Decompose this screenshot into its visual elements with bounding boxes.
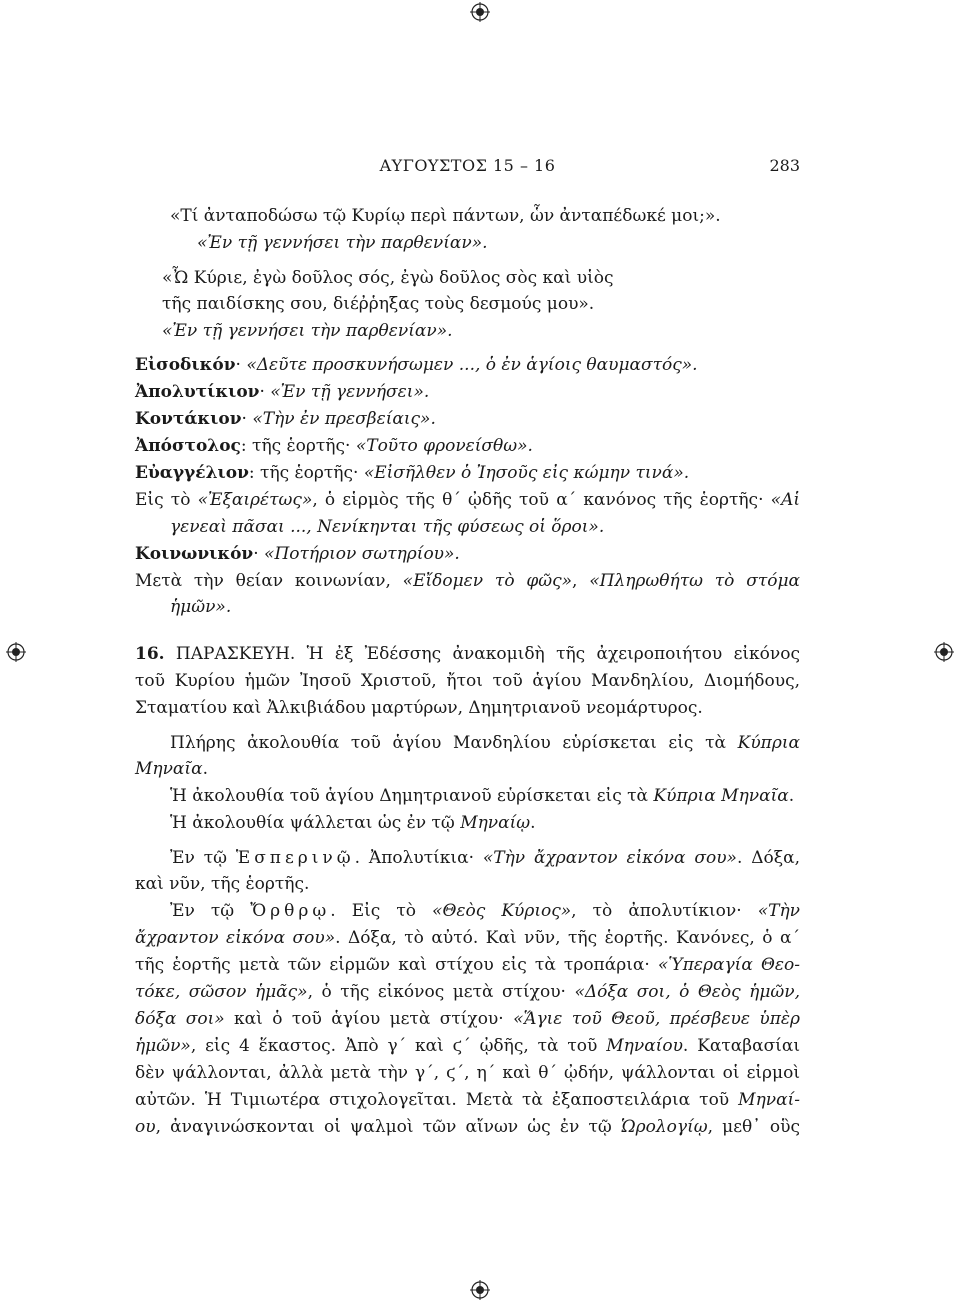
- text-segment: Ὄρθρῳ: [250, 901, 331, 921]
- text-line: [135, 872, 800, 896]
- text-line: [135, 407, 800, 431]
- text-segment: «Ἅγιε τοῦ Θεοῦ, πρέσβευε ὑπὲρ: [513, 1009, 801, 1029]
- text-line: [170, 515, 800, 539]
- text-segment: δόξα σοι»: [135, 1009, 225, 1029]
- text-line: [135, 569, 800, 593]
- text-line: [135, 953, 800, 977]
- text-line: [135, 1088, 800, 1112]
- registration-mark-bottom-icon: [470, 1280, 490, 1300]
- text-segment: καὶ νῦν, τῆς ἑορτῆς.: [135, 874, 310, 894]
- text-segment: Ἡ ἀκολουθία τοῦ ἁγίου Δημητριανοῦ εὑρίσκεται εἰς τὰ: [170, 786, 654, 806]
- text-segment: Εἰς τὸ: [135, 490, 198, 510]
- text-segment: . Δόξα, τὸ αὐτό. Καὶ νῦν, τῆς ἑορτῆς. Κανόνες, ὁ α΄: [335, 928, 800, 948]
- text-segment: ου: [135, 1117, 156, 1137]
- text-segment: «Ποτήριον σωτηρίου».: [264, 544, 460, 564]
- text-segment: «Αἱ: [770, 490, 801, 510]
- text-segment: ,: [572, 571, 590, 591]
- text-segment: Ἀπολυτίκιον: [135, 382, 260, 402]
- text-segment: Μηναῖα: [135, 759, 203, 779]
- text-line: [135, 1061, 800, 1085]
- text-segment: Κοντάκιον: [135, 409, 242, 429]
- text-line: [170, 811, 800, 835]
- text-segment: , τὸ ἀπολυτίκιον·: [571, 901, 758, 921]
- text-segment: δὲν ψάλλονται, ἀλλὰ μετὰ τὴν γ΄, ϛ΄, η΄ καὶ θ΄ ᾠδήν, ψάλλονται οἱ εἱρμοὶ: [135, 1063, 800, 1083]
- text-line: [135, 1115, 800, 1139]
- text-segment: Ὡρολογίῳ: [620, 1117, 708, 1137]
- text-segment: «Δεῦτε προσκυνήσωμεν ..., ὁ ἐν ἁγίοις θαυμαστός».: [246, 355, 698, 375]
- text-segment: Εἰσοδικόν: [135, 355, 236, 375]
- text-segment: , εἰς 4 ἕκαστος. Ἀπὸ γ΄ καὶ ϛ΄ ᾠδῆς, τὰ τοῦ: [190, 1036, 607, 1056]
- text-segment: Εὐαγγέλιον: [135, 463, 249, 483]
- text-segment: «Δόξα σοι, ὁ Θεὸς ἡμῶν,: [574, 982, 800, 1002]
- text-line: [162, 319, 800, 343]
- text-segment: «Ἐν τῇ γεννήσει».: [270, 382, 430, 402]
- text-segment: ἡμῶν»: [135, 1036, 191, 1056]
- text-segment: γενεαὶ πᾶσαι ..., Νενίκηνται τῆς φύσεως οἱ ὅροι».: [170, 517, 605, 537]
- text-segment: ἄχραντον εἰκόνα σου»: [135, 928, 336, 948]
- text-segment: Κοινωνικόν: [135, 544, 254, 564]
- text-segment: .: [202, 759, 208, 779]
- text-segment: αὐτῶν. Ἡ Τιμιωτέρα στιχολογεῖται. Μετὰ τὰ ἐξαποστειλάρια τοῦ: [135, 1090, 739, 1110]
- text-segment: «Πληρωθήτω τὸ στόμα: [589, 571, 800, 591]
- text-line: [135, 488, 800, 512]
- text-segment: ἡμῶν».: [170, 597, 232, 617]
- text-segment: τῆς παιδίσκης σου, διέῤῥηξας τοὺς δεσμούς μου».: [162, 294, 595, 314]
- text-segment: Σταματίου καὶ Ἀλκιβιάδου μαρτύρων, Δημητριανοῦ νεομάρτυρος.: [135, 698, 703, 718]
- text-segment: «Ἐξαιρέτως»: [197, 490, 313, 510]
- text-segment: «Εἰσῆλθεν ὁ Ἰησοῦς εἰς κώμην τινά».: [363, 463, 690, 483]
- text-line: [135, 980, 800, 1004]
- text-segment: Μηναίου: [606, 1036, 683, 1056]
- running-header-title: ΑΥΓΟΥΣΤΟΣ 15 – 16: [379, 156, 556, 175]
- text-line: [135, 1007, 800, 1031]
- text-segment: «Τοῦτο φρονείσθω».: [355, 436, 533, 456]
- text-line: [135, 353, 800, 377]
- text-segment: ·: [253, 544, 265, 564]
- text-segment: «Τὴν: [757, 901, 800, 921]
- registration-mark-left-icon: [6, 642, 26, 662]
- text-segment: «Ὦ Κύριε, ἐγὼ δοῦλος σός, ἐγὼ δοῦλος σὸς καὶ υἱὸς: [162, 268, 614, 288]
- text-segment: «Τί ἀνταποδώσω τῷ Κυρίῳ περὶ πάντων, ὧν ἀνταπέδωκέ μοι;».: [170, 206, 721, 226]
- text-segment: . Καταβασίαι: [682, 1036, 800, 1056]
- text-line: [135, 669, 800, 693]
- text-line: [170, 731, 800, 755]
- text-line: [197, 231, 800, 255]
- text-line: [135, 696, 800, 720]
- text-segment: τοῦ Κυρίου ἡμῶν Ἰησοῦ Χριστοῦ, ἤτοι τοῦ ἁγίου Μανδηλίου, Διομήδους,: [135, 671, 800, 691]
- text-line: [170, 784, 800, 808]
- text-segment: Ἐν τῷ: [170, 848, 236, 868]
- text-line: [162, 266, 800, 290]
- text-line: [170, 846, 800, 870]
- text-segment: «Θεὸς Κύριος»: [432, 901, 572, 921]
- text-line: [135, 757, 800, 781]
- text-segment: Ἐν τῷ: [170, 901, 251, 921]
- text-segment: . Εἰς τὸ: [330, 901, 433, 921]
- text-segment: Ἀπόστολος: [135, 436, 241, 456]
- text-segment: . Δόξα,: [736, 848, 800, 868]
- text-segment: Κύπρια: [737, 733, 800, 753]
- text-segment: ·: [241, 409, 253, 429]
- text-line: [135, 926, 800, 950]
- text-segment: , ὁ εἱρμὸς τῆς θ΄ ᾠδῆς τοῦ α΄ κανόνος τῆς ἑορτῆς·: [312, 490, 771, 510]
- text-segment: . Ἀπολυτίκια·: [354, 848, 483, 868]
- text-segment: ·: [235, 355, 247, 375]
- text-segment: Μηναίῳ: [460, 813, 531, 833]
- text-line: [135, 642, 800, 666]
- text-segment: : τῆς ἑορτῆς·: [240, 436, 356, 456]
- text-segment: «Εἴδομεν τὸ φῶς»: [402, 571, 573, 591]
- text-segment: τῆς ἑορτῆς μετὰ τῶν εἱρμῶν καὶ στίχου εἰς τὰ τροπάρια·: [135, 955, 658, 975]
- text-segment: , ὁ τῆς εἰκόνος μετὰ στίχου·: [307, 982, 575, 1002]
- text-segment: «Ὑπεραγία Θεο-: [657, 955, 800, 975]
- text-segment: 16.: [135, 644, 165, 664]
- text-segment: ·: [259, 382, 271, 402]
- text-segment: «Ἐν τῇ γεννήσει τὴν παρθενίαν».: [162, 321, 453, 341]
- text-segment: Ἑσπερινῷ: [235, 848, 355, 868]
- text-segment: , ἀναγινώσκονται οἱ ψαλμοὶ τῶν αἴνων ὡς ἐν τῷ: [155, 1117, 621, 1137]
- text-segment: τόκε, σῶσον ἡμᾶς»: [135, 982, 308, 1002]
- page-number: 283: [769, 156, 800, 175]
- registration-mark-right-icon: [934, 642, 954, 662]
- text-segment: «Ἐν τῇ γεννήσει τὴν παρθενίαν».: [197, 233, 488, 253]
- text-segment: Πλήρης ἀκολουθία τοῦ ἁγίου Μανδηλίου εὑρίσκεται εἰς τὰ: [170, 733, 738, 753]
- text-line: [135, 434, 800, 458]
- text-line: [135, 380, 800, 404]
- text-segment: : τῆς ἑορτῆς·: [248, 463, 364, 483]
- text-line: [135, 1034, 800, 1058]
- text-line: [162, 292, 800, 316]
- running-header: [135, 156, 800, 180]
- text-line: [170, 899, 800, 923]
- text-segment: .: [530, 813, 536, 833]
- text-segment: ΠΑΡΑΣΚΕΥΗ. Ἡ ἐξ Ἐδέσσης ἀνακομιδὴ τῆς ἀχειροποιήτου εἰκόνος: [164, 644, 800, 664]
- text-segment: .: [788, 786, 795, 806]
- text-line: [170, 204, 800, 228]
- text-segment: Μετὰ τὴν θείαν κοινωνίαν,: [135, 571, 403, 591]
- text-line: [170, 595, 800, 619]
- text-segment: «Τὴν ἐν πρεσβείαις».: [252, 409, 436, 429]
- text-line: [135, 461, 800, 485]
- text-segment: Κύπρια Μηναῖα: [653, 786, 789, 806]
- registration-mark-top-icon: [470, 2, 490, 22]
- text-segment: καὶ ὁ τοῦ ἁγίου μετὰ στίχου·: [224, 1009, 514, 1029]
- text-line: [135, 542, 800, 566]
- text-segment: , μεθ᾽ οὓς: [707, 1117, 800, 1137]
- text-segment: «Τὴν ἄχραντον εἰκόνα σου»: [482, 848, 737, 868]
- text-segment: Μηναί-: [738, 1090, 800, 1110]
- text-segment: Ἡ ἀκολουθία ψάλλεται ὡς ἐν τῷ: [170, 813, 461, 833]
